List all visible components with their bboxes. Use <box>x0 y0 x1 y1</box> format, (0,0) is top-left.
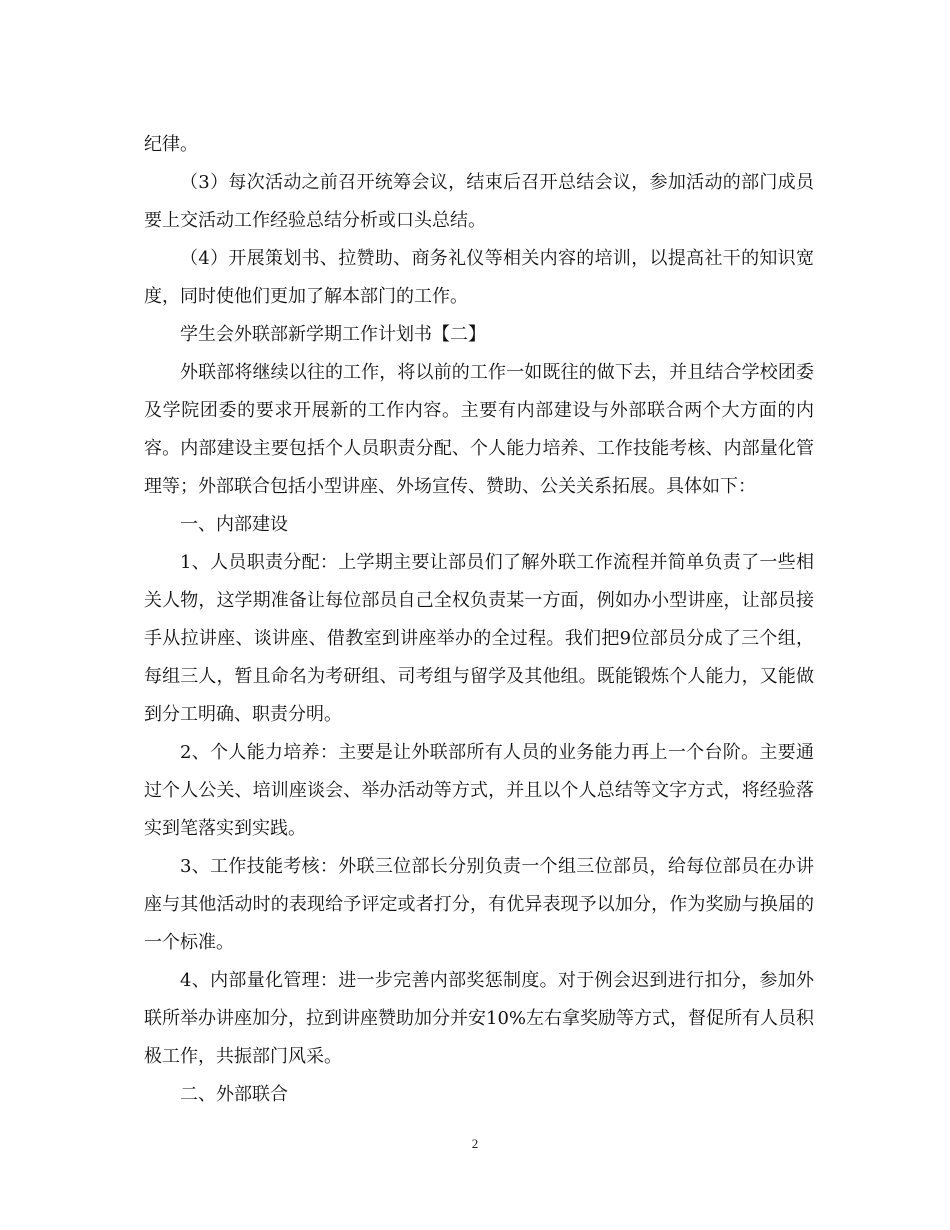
heading-external-cooperation: 二、外部联合 <box>180 1084 288 1105</box>
paragraph-staff-duties: 1、人员职责分配：上学期主要让部员们了解外联工作流程并简单负责了一些相关人物，这学期准备让每位部员自己全权负责某一方面，例如办小型讲座，让部员接手从拉讲座、谈讲座、借教室到讲座举办的全过程。我们把9位部员分成了三个组，每组三人，暂且命名为考研组、司考组与留学及其他组。既能锻炼个人能力，又能做到分工明确、职责分明。 <box>144 552 814 725</box>
document-body <box>144 126 814 1114</box>
paragraph-1: 纪律。 <box>144 134 198 155</box>
paragraph-3: （4）开展策划书、拉赞助、商务礼仪等相关内容的培训，以提高社干的知识宽度，同时使他们更加了解本部门的工作。 <box>144 248 814 307</box>
paragraph-2: （3）每次活动之前召开统筹会议，结束后召开总结会议，参加活动的部门成员要上交活动工作经验总结分析或口头总结。 <box>144 172 814 231</box>
page-number: 2 <box>471 1136 479 1151</box>
paragraph-intro: 外联部将继续以往的工作，将以前的工作一如既往的做下去，并且结合学校团委及学院团委的要求开展新的工作内容。主要有内部建设与外部联合两个大方面的内容。内部建设主要包括个人员职责分配、个人能力培养、工作技能考核、内部量化管理等；外部联合包括小型讲座、外场宣传、赞助、公关关系拓展。具体如下： <box>144 362 814 497</box>
paragraph-quantified-management: 4、内部量化管理：进一步完善内部奖惩制度。对于例会迟到进行扣分，参加外联所举办讲座加分，拉到讲座赞助加分并安10%左右拿奖励等方式，督促所有人员积极工作，共振部门风采。 <box>144 970 815 1067</box>
heading-internal-construction: 一、内部建设 <box>180 514 288 535</box>
section-heading-plan-two: 学生会外联部新学期工作计划书【二】 <box>180 324 486 345</box>
paragraph-ability-training: 2、个人能力培养：主要是让外联部所有人员的业务能力再上一个台阶。主要通过个人公关、培训座谈会、举办活动等方式，并且以个人总结等文字方式，将经验落实到笔落实到实践。 <box>144 742 814 839</box>
paragraph-skill-assessment: 3、工作技能考核：外联三位部长分别负责一个组三位部员，给每位部员在办讲座与其他活动时的表现给予评定或者打分，有优异表现予以加分，作为奖励与换届的一个标准。 <box>144 856 814 953</box>
